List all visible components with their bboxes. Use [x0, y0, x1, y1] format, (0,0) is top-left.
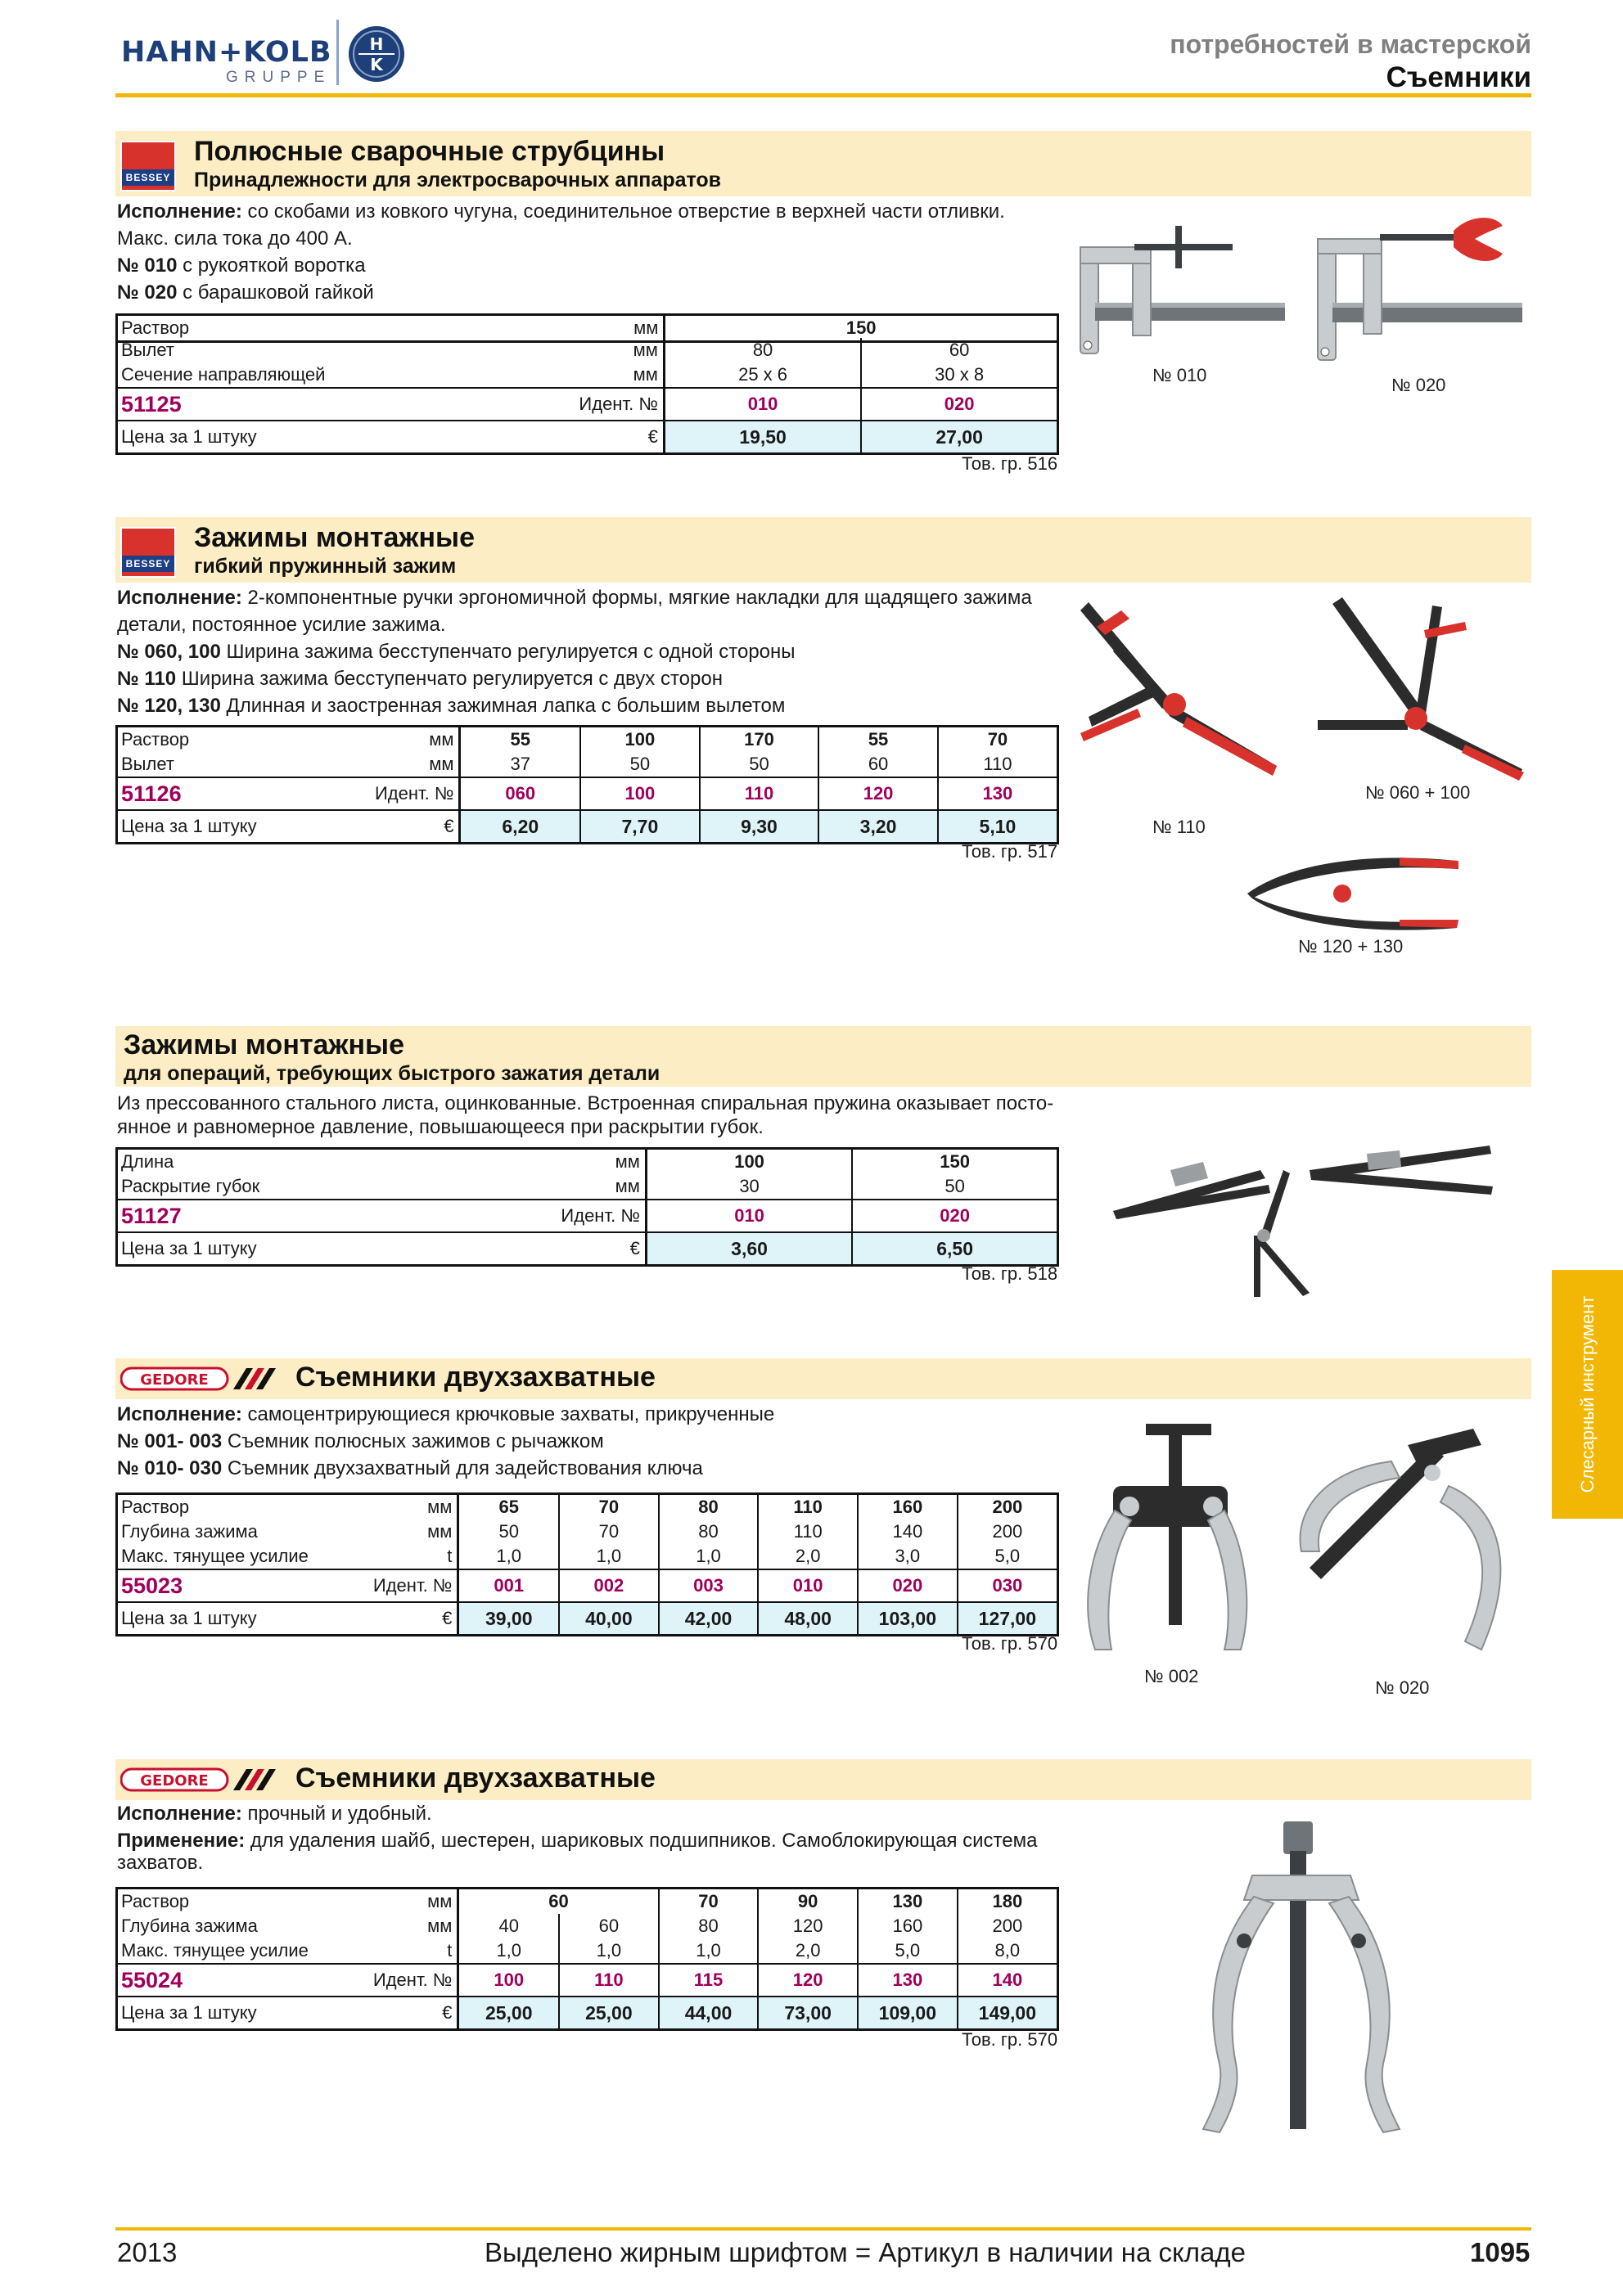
ident-number: 010 [647, 1200, 852, 1232]
ident-number: 002 [559, 1569, 659, 1602]
article-number: 51126 [121, 781, 182, 806]
ident-label: Идент. № [579, 394, 658, 414]
table-cell: 1,0 [659, 1938, 759, 1964]
header-category: потребностей в мастерской [1170, 29, 1531, 59]
table-row [117, 1889, 1058, 1915]
table-cell: 110 [938, 752, 1058, 777]
section-band-pullers-a [115, 1358, 1531, 1399]
row-label: Раствор [121, 1891, 190, 1911]
table-cell: 5,0 [958, 1544, 1058, 1569]
puller-020-image [1277, 1412, 1522, 1674]
model-text: Длинная и заостренная зажимная лапка с большим вылетом [220, 695, 786, 717]
price-label: Цена за 1 штуку [121, 1608, 257, 1628]
ident-label: Идент. № [561, 1205, 640, 1226]
price-value: 40,00 [559, 1602, 659, 1636]
desc-lead: Исполнение: [117, 587, 242, 609]
ident-number: 130 [858, 1964, 958, 1997]
table-cell: 50 [580, 752, 700, 777]
price-value: 103,00 [858, 1602, 958, 1636]
row-unit: мм [427, 1916, 453, 1936]
hk-badge-icon [347, 25, 406, 83]
gedore-logo-text: GEDORE [140, 1371, 209, 1389]
model-text: с рукояткой воротка [177, 254, 366, 277]
currency-sign: € [442, 1608, 453, 1628]
table-cell: 55 [818, 727, 938, 753]
bessey-logo [120, 141, 176, 191]
section-title: Полюсные сварочные струбцины [194, 136, 665, 167]
ident-number: 120 [818, 777, 938, 810]
table-cell: 25 x 6 [738, 364, 788, 385]
price-value: 127,00 [958, 1602, 1058, 1636]
section-description [117, 1090, 1066, 1141]
desc-text: детали, постоянное усилие зажима. [117, 614, 446, 636]
spec-table-55024 [115, 1887, 1059, 2031]
section-description [117, 584, 1066, 719]
model-number: № 010 [117, 254, 178, 277]
gedore-logo [120, 1766, 276, 1794]
price-value: 6,50 [852, 1232, 1057, 1266]
table-row [117, 727, 1058, 753]
model-number: № 001- 003 [117, 1430, 223, 1452]
row-unit: t [447, 1546, 453, 1566]
desc-text: янное и равномерное давление, повышающееся при раскрытии губок. [117, 1116, 764, 1138]
row-unit: мм [427, 1521, 453, 1542]
row-unit: мм [615, 1151, 640, 1172]
bessey-logo-text: BESSEY [122, 556, 174, 572]
price-row [117, 421, 1058, 454]
desc-lead: Применение: [117, 1830, 246, 1852]
table-cell: 80 [659, 1519, 759, 1544]
model-number: № 020 [117, 281, 178, 304]
row-label: Макс. тянущее усилие [121, 1940, 309, 1961]
model-text: с барашковой гайкой [177, 281, 374, 304]
ident-number: 115 [659, 1964, 759, 1997]
price-value: 109,00 [858, 1997, 958, 2030]
table-cell: 60 [861, 338, 1057, 362]
price-label: Цена за 1 штуку [121, 426, 257, 447]
currency-sign: € [444, 816, 454, 836]
model-text: Съемник двухзахватный для задействования ключа [222, 1457, 703, 1479]
table-cell: 30 [739, 1176, 760, 1196]
table-cell: 60 [559, 1914, 659, 1938]
price-value: 42,00 [659, 1602, 759, 1636]
table-cell: 30 x 8 [861, 362, 1057, 388]
row-unit: t [447, 1940, 453, 1961]
chapter-tab [1552, 1270, 1623, 1519]
spring-clamp-120-130-image [1244, 844, 1465, 934]
table-cell: 200 [958, 1519, 1058, 1544]
row-unit: мм [615, 1176, 640, 1196]
header-rule [115, 93, 1531, 97]
row-label: Раствор [121, 729, 190, 750]
currency-sign: € [629, 1238, 640, 1258]
spec-table-51127 [115, 1147, 1059, 1267]
steel-spring-clamps-image [1105, 1121, 1514, 1301]
desc-text: 2-компонентные ручки эргономичной формы, мягкие накладки для щадящего зажима [241, 587, 1032, 609]
price-row [117, 1232, 1058, 1266]
row-unit: мм [429, 754, 454, 774]
table-cell: 2,0 [758, 1544, 858, 1569]
article-row [117, 1200, 1058, 1232]
ident-label: Идент. № [372, 1575, 453, 1596]
table-row [117, 1149, 1058, 1175]
bessey-logo [120, 527, 176, 578]
table-cell: 1,0 [496, 1940, 522, 1961]
table-cell: 50 [700, 752, 819, 777]
desc-lead: Исполнение: [117, 1403, 242, 1425]
row-unit: мм [427, 1497, 453, 1517]
logo-separator [336, 20, 339, 85]
ident-number: 110 [559, 1964, 659, 1997]
article-number: 51127 [121, 1203, 182, 1228]
gedore-logo [120, 1365, 276, 1393]
row-label: Макс. тянущее усилие [121, 1546, 309, 1566]
ident-number: 001 [459, 1569, 559, 1602]
table-cell: 40 [498, 1916, 519, 1936]
table-cell: 70 [559, 1494, 659, 1520]
table-cell: 160 [858, 1494, 958, 1520]
header-title: Съемники [1386, 61, 1531, 93]
image-caption: № 120 + 130 [1298, 936, 1404, 957]
article-number: 55023 [121, 1573, 183, 1598]
ident-label: Идент. № [372, 1970, 453, 1990]
table-cell: 60 [818, 752, 938, 777]
table-row [117, 1938, 1058, 1964]
model-number: № 060, 100 [117, 641, 221, 663]
section-band-welding-clamps [115, 131, 1531, 196]
puller-002-image [1072, 1412, 1252, 1666]
table-cell: 50 [498, 1521, 519, 1542]
row-label: Длина [121, 1151, 174, 1172]
table-cell: 170 [700, 727, 819, 753]
table-cell: 150 [852, 1149, 1057, 1175]
ident-number: 010 [758, 1569, 858, 1602]
table-cell: 130 [858, 1889, 958, 1915]
row-unit: мм [427, 1891, 453, 1911]
desc-text: прочный и удобный. [241, 1803, 432, 1825]
table-cell: 80 [659, 1494, 759, 1520]
section-title: Зажимы монтажные [194, 522, 476, 553]
table-cell: 2,0 [758, 1938, 858, 1964]
row-label: Сечение направляющей [121, 364, 326, 385]
image-caption: № 020 [1375, 1677, 1430, 1698]
price-value: 9,30 [700, 810, 819, 844]
article-number: 55024 [121, 1967, 183, 1992]
row-unit: мм [633, 364, 658, 385]
article-row [117, 388, 1058, 421]
chapter-tab-label: Слесарный инструмент [1576, 1295, 1598, 1493]
price-value: 27,00 [861, 421, 1057, 454]
ident-number: 110 [700, 777, 819, 810]
desc-text: Макс. сила тока до 400 А. [117, 227, 353, 250]
table-cell: 60 [548, 1891, 569, 1911]
row-label: Вылет [121, 340, 174, 360]
table-cell: 1,0 [496, 1546, 522, 1566]
section-band-pullers-b [115, 1759, 1531, 1800]
table-row [117, 1519, 1058, 1544]
model-number: № 110 [117, 668, 177, 690]
article-row [117, 1964, 1058, 1997]
model-number: № 120, 130 [117, 695, 221, 717]
price-value: 48,00 [758, 1602, 858, 1636]
spring-clamp-060-100-image [1310, 597, 1531, 786]
price-row [117, 1602, 1058, 1636]
section-title: Зажимы монтажные [124, 1029, 405, 1060]
currency-sign: € [442, 2002, 453, 2023]
table-cell: 110 [758, 1494, 858, 1520]
welding-clamp-010-image [1077, 214, 1290, 362]
section-description [117, 1401, 1066, 1482]
ident-number: 010 [665, 388, 861, 421]
price-label: Цена за 1 штуку [121, 2002, 257, 2023]
table-row [117, 1544, 1058, 1569]
desc-text: Из прессованного стального листа, оцинкованные. Встроенная спиральная пружина оказывает посто- [117, 1092, 1054, 1114]
table-cell: 90 [758, 1889, 858, 1915]
currency-sign: € [647, 426, 658, 447]
model-text: Съемник полюсных зажимов с рычажком [222, 1430, 604, 1452]
image-caption: № 010 [1152, 365, 1207, 385]
price-value: 3,20 [818, 810, 938, 844]
row-unit: мм [633, 340, 658, 360]
table-row [117, 362, 1058, 388]
logo-subtitle: GRUPPE [226, 69, 331, 86]
ident-number: 060 [461, 777, 580, 810]
row-unit: мм [429, 729, 454, 750]
row-label: Вылет [121, 754, 174, 774]
price-value: 25,00 [559, 1997, 659, 2030]
ident-number: 100 [580, 777, 700, 810]
table-cell: 100 [734, 1151, 764, 1172]
price-value: 149,00 [958, 1997, 1058, 2030]
table-cell: 1,0 [559, 1544, 659, 1569]
table-cell: 5,0 [858, 1938, 958, 1964]
logo-wordmark: HAHN+KOLB [121, 36, 332, 69]
section-title: Съемники двухзахватные [295, 1763, 656, 1794]
spring-clamp-110-image [1072, 594, 1293, 799]
section-band-steel-clamps [115, 1026, 1531, 1087]
row-unit: мм [633, 317, 659, 338]
desc-text: самоцентрирующиеся крючковые захваты, прикрученные [241, 1403, 775, 1425]
desc-text: со скобами из ковкого чугуна, соединительное отверстие в верхней части отливки. [241, 200, 1005, 223]
product-group: Тов. гр. 518 [962, 1263, 1058, 1284]
table-row [117, 752, 1058, 777]
row-label: Раскрытие губок [121, 1176, 260, 1196]
badge-letter-k: K [370, 55, 383, 74]
table-cell: 55 [510, 729, 531, 750]
row-label: Глубина зажима [121, 1916, 258, 1936]
product-group: Тов. гр. 570 [962, 1633, 1058, 1654]
table-row [117, 1494, 1058, 1520]
product-group: Тов. гр. 570 [962, 2029, 1058, 2050]
desc-lead: Исполнение: [117, 1803, 242, 1825]
hahn-kolb-logo [121, 20, 416, 87]
section-subtitle: гибкий пружинный зажим [194, 555, 457, 578]
footer-note: Выделено жирным шрифтом = Артикул в наличии на складе [485, 2237, 1246, 2267]
gedore-logo-text: GEDORE [140, 1772, 209, 1790]
table-cell: 50 [852, 1174, 1057, 1200]
ident-number: 003 [659, 1569, 759, 1602]
section-subtitle: Принадлежности для электросварочных аппаратов [194, 169, 722, 191]
row-label: Раствор [121, 317, 190, 338]
table-cell: 150 [845, 317, 877, 338]
table-cell: 3,0 [858, 1544, 958, 1569]
price-value: 19,50 [665, 421, 861, 454]
price-value: 3,60 [647, 1232, 852, 1266]
image-caption: № 020 [1391, 375, 1446, 395]
ident-number: 120 [758, 1964, 858, 1997]
price-value: 5,10 [938, 810, 1058, 844]
article-number: 51125 [121, 391, 182, 416]
ident-number: 020 [858, 1569, 958, 1602]
ident-number: 130 [938, 777, 1058, 810]
bessey-logo-text: BESSEY [122, 169, 174, 186]
table-cell: 70 [659, 1889, 759, 1915]
price-value: 6,20 [461, 810, 580, 844]
table-cell: 200 [958, 1914, 1058, 1938]
ident-number: 100 [459, 1964, 559, 1997]
section-description [117, 1800, 1066, 1876]
table-cell: 200 [958, 1494, 1058, 1520]
table-cell: 1,0 [659, 1544, 759, 1569]
table-row [117, 1914, 1058, 1938]
table-cell: 120 [758, 1914, 858, 1938]
spec-table-55023 [115, 1492, 1059, 1636]
article-row [117, 1569, 1058, 1602]
desc-text: для удаления шайб, шестерен, шариковых подшипников. Самоблокирующая система [245, 1830, 1038, 1852]
article-row [117, 777, 1058, 810]
product-group: Тов. гр. 516 [962, 453, 1058, 474]
price-value: 73,00 [758, 1997, 858, 2030]
spec-table-51125-body [115, 338, 1059, 455]
price-row [117, 1997, 1058, 2030]
table-cell: 37 [510, 754, 531, 774]
table-cell: 80 [752, 340, 773, 360]
image-caption: № 002 [1144, 1666, 1199, 1686]
table-cell: 110 [758, 1519, 858, 1544]
table-cell: 80 [659, 1914, 759, 1938]
table-cell: 70 [938, 727, 1058, 753]
ident-number: 020 [861, 388, 1057, 421]
table-cell: 100 [580, 727, 700, 753]
page-number: 1095 [1470, 2237, 1531, 2267]
price-row [117, 810, 1058, 844]
desc-lead: Исполнение: [117, 200, 242, 223]
model-text: Ширина зажима бесступенчато регулируется с двух сторон [176, 668, 723, 690]
product-group: Тов. гр. 517 [962, 841, 1058, 862]
row-label: Раствор [121, 1497, 190, 1517]
desc-text: захватов. [117, 1852, 204, 1874]
table-cell: 160 [858, 1914, 958, 1938]
row-label: Глубина зажима [121, 1521, 258, 1542]
footer-year: 2013 [117, 2237, 178, 2267]
footer-rule [115, 2227, 1531, 2231]
section-title: Съемники двухзахватные [295, 1362, 656, 1393]
table-cell: 70 [559, 1519, 659, 1544]
page-header-right [1170, 29, 1531, 94]
table-row [117, 1174, 1058, 1200]
ident-label: Идент. № [374, 783, 454, 804]
badge-letter-h: H [369, 34, 384, 54]
price-label: Цена за 1 штуку [121, 816, 257, 836]
ident-number: 140 [958, 1964, 1058, 1997]
price-value: 7,70 [580, 810, 700, 844]
price-value: 39,00 [459, 1602, 559, 1636]
table-cell: 180 [958, 1889, 1058, 1915]
table-cell: 1,0 [559, 1938, 659, 1964]
welding-clamp-020-image [1314, 214, 1527, 370]
section-subtitle: для операций, требующих быстрого зажатия детали [124, 1062, 660, 1085]
table-cell: 140 [858, 1519, 958, 1544]
table-cell: 65 [498, 1497, 519, 1517]
puller-heavy-image [1195, 1818, 1408, 2145]
price-label: Цена за 1 штуку [121, 1238, 257, 1258]
price-value: 25,00 [459, 1997, 559, 2030]
model-number: № 010- 030 [117, 1457, 223, 1479]
section-description [117, 198, 1066, 306]
ident-number: 030 [958, 1569, 1058, 1602]
section-band-spring-clamps [115, 517, 1531, 583]
table-cell: 8,0 [958, 1938, 1058, 1964]
image-caption: № 060 + 100 [1365, 782, 1471, 803]
ident-number: 020 [852, 1200, 1057, 1232]
image-caption: № 110 [1152, 817, 1206, 837]
price-value: 44,00 [659, 1997, 759, 2030]
spec-table-51126 [115, 725, 1059, 844]
model-text: Ширина зажима бесступенчато регулируется с одной стороны [220, 641, 796, 663]
table-row [117, 338, 1058, 362]
